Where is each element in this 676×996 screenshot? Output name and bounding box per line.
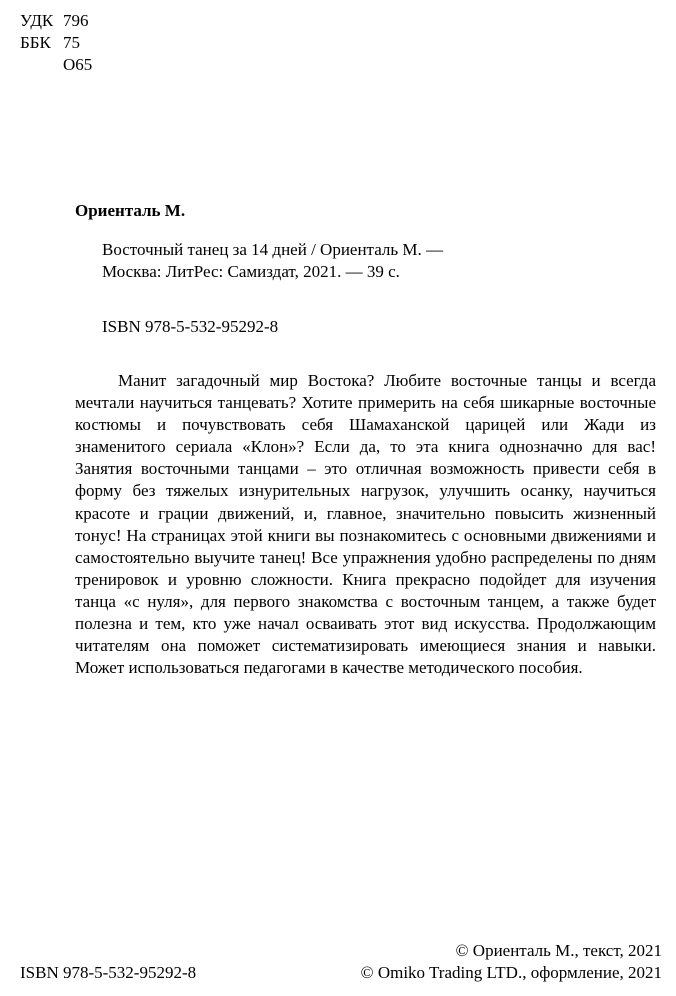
bbk-label: ББК [20, 33, 51, 52]
author-sign-row [20, 54, 92, 76]
bbk-value: 75 [63, 33, 80, 52]
biblio-publisher-line: Москва: ЛитРес: Самиздат, 2021. — 39 с. [102, 262, 400, 281]
copyright-text-line: © Ориенталь М., текст, 2021 [455, 941, 662, 960]
biblio-title-line: Восточный танец за 14 дней / Ориенталь М. — [102, 240, 443, 259]
udk-label: УДК [20, 11, 54, 30]
bibliographic-record [102, 239, 443, 283]
bbk-row [20, 32, 92, 54]
classification-block [20, 10, 92, 76]
udk-row [20, 10, 92, 32]
footer-isbn: ISBN 978-5-532-95292-8 [20, 963, 197, 982]
isbn: ISBN 978-5-532-95292-8 [102, 317, 279, 336]
copyright-block [361, 940, 662, 984]
annotation-paragraph: Манит загадочный мир Востока? Любите восточные танцы и всегда мечтали научиться танцевать? Хотите примерить на себя шикарные восточные костюмы и почувствовать себя Шамаханской царицей или Жади из знаменитого сериала «Клон»? Если да, то эта книга однозначно для вас! Занятия восточными танцами – это отличная возможность привести себя в форму без тяжелых изнурительных нагрузок, улучшить осанку, научиться красоте и грации движений, и, главное, значительно повысить жизненный тонус! На страницах этой книги вы познакомитесь с основными движениями и самостоятельно выучите танец! Все упражнения удобно распределены по дням тренировок и уровню сложности. Книга прекрасно подойдет для изучения танца «с нуля», для первого знакомства с восточным танцем, а также будет полезна и тем, кто уже начал осваивать этот вид искусства. Продолжающим читателям она поможет систематизировать имеющиеся знания и навыки. Может использоваться педагогами в качестве методического пособия. [75, 371, 656, 678]
author-heading: Ориенталь М. [75, 201, 186, 220]
udk-value: 796 [63, 11, 89, 30]
author-sign-label [20, 54, 63, 76]
author-sign-value: О65 [63, 55, 93, 74]
copyright-design-line: © Omiko Trading LTD., оформление, 2021 [360, 963, 662, 982]
